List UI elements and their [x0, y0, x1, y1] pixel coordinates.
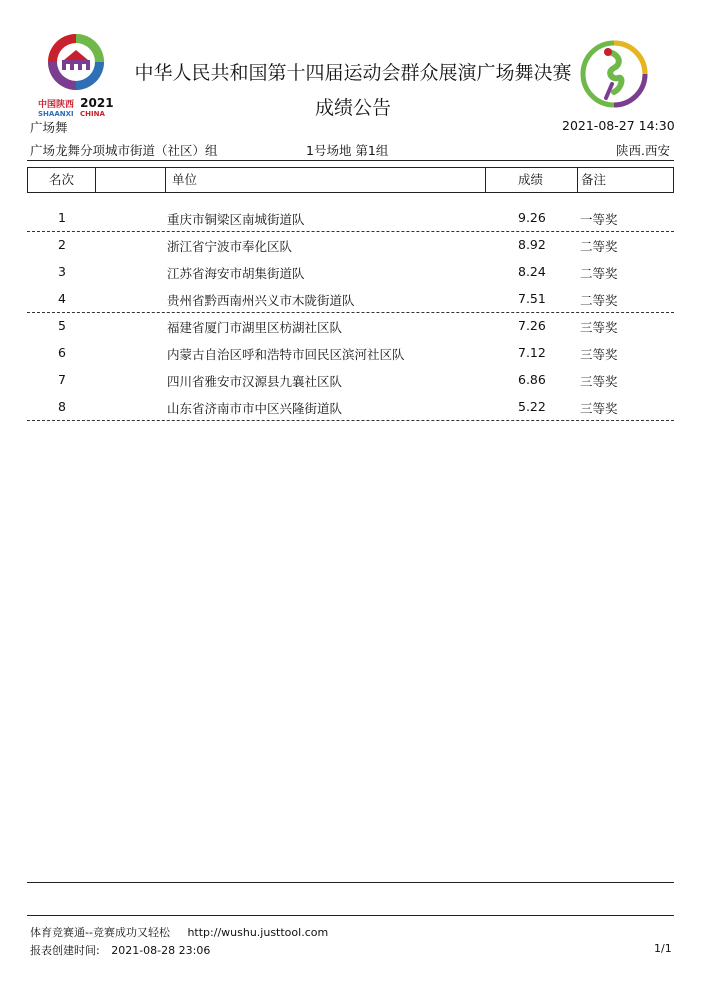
unit-cell: 福建省厦门市湖里区枋湖社区队	[167, 320, 343, 335]
note-cell: 二等奖	[580, 239, 618, 254]
unit-cell: 浙江省宁波市奉化区队	[167, 239, 293, 254]
note-cell: 三等奖	[580, 401, 618, 416]
location: 陕西.西安	[616, 143, 670, 158]
unit-cell: 四川省雅安市汉源县九襄社区队	[167, 374, 343, 389]
rank-cell: 1	[58, 210, 66, 225]
footer-brand: 体育竞赛通--竞赛成功又轻松	[30, 926, 170, 939]
unit-cell: 山东省济南市市中区兴隆街道队	[167, 401, 343, 416]
note-cell: 一等奖	[580, 212, 618, 227]
table-row	[27, 204, 674, 232]
table-row	[27, 285, 674, 313]
report-datetime: 2021-08-27 14:30	[562, 118, 675, 133]
table-row	[27, 339, 674, 366]
table-row	[27, 393, 674, 421]
event-name: 广场龙舞分项城市街道（社区）组	[30, 143, 218, 158]
logo-china: CHINA	[80, 110, 105, 118]
footer-created	[30, 942, 210, 958]
table-row	[27, 258, 674, 285]
score-cell: 8.92	[518, 237, 546, 252]
created-label: 报表创建时间:	[30, 944, 100, 957]
unit-cell: 重庆市铜梁区南城街道队	[167, 212, 305, 227]
table-row	[27, 312, 674, 339]
score-cell: 7.12	[518, 345, 546, 360]
rank-cell: 3	[58, 264, 66, 279]
report-subtitle: 成绩公告	[314, 97, 391, 119]
page-number: 1/1	[654, 942, 672, 955]
note-cell: 三等奖	[580, 374, 618, 389]
header-divider	[27, 160, 674, 161]
logo-shaanxi: SHAANXI	[38, 110, 74, 118]
unit-cell: 贵州省黔西南州兴义市木陇街道队	[167, 293, 355, 308]
col-score-header: 成绩	[486, 168, 578, 192]
footer-divider-top	[27, 882, 674, 883]
score-cell: 7.26	[518, 318, 546, 333]
footer-brand-line	[30, 924, 328, 940]
footer-url[interactable]: http://wushu.justtool.com	[187, 926, 329, 939]
unit-cell: 江苏省海安市胡集街道队	[167, 266, 305, 281]
results-table-header	[27, 167, 674, 193]
score-cell: 8.24	[518, 264, 546, 279]
note-cell: 二等奖	[580, 266, 618, 281]
note-cell: 三等奖	[580, 347, 618, 362]
created-time: 2021-08-28 23:06	[111, 944, 211, 957]
rank-cell: 8	[58, 399, 66, 414]
table-row	[27, 231, 674, 258]
logo-year: 2021	[80, 96, 114, 110]
score-cell: 5.22	[518, 399, 546, 414]
unit-cell: 内蒙古自治区呼和浩特市回民区滨河社区队	[167, 347, 405, 362]
sport-name: 广场舞	[30, 120, 68, 135]
table-row	[27, 366, 674, 393]
rank-cell: 2	[58, 237, 66, 252]
col-unit-header: 单位	[166, 168, 486, 192]
logo-china-shaanxi: 中国陕西	[38, 100, 75, 110]
rank-cell: 5	[58, 318, 66, 333]
col-rank-header: 名次	[28, 168, 96, 192]
note-cell: 三等奖	[580, 320, 618, 335]
footer-divider-bottom	[27, 915, 674, 916]
rank-cell: 4	[58, 291, 66, 306]
note-cell: 二等奖	[580, 293, 618, 308]
report-title: 中华人民共和国第十四届运动会群众展演广场舞决赛	[134, 62, 572, 84]
venue-group: 1号场地 第1组	[306, 143, 389, 158]
rank-cell: 7	[58, 372, 66, 387]
score-cell: 9.26	[518, 210, 546, 225]
rank-cell: 6	[58, 345, 66, 360]
col-blank-header	[96, 168, 166, 192]
score-cell: 7.51	[518, 291, 546, 306]
col-note-header: 备注	[581, 172, 607, 187]
score-cell: 6.86	[518, 372, 546, 387]
